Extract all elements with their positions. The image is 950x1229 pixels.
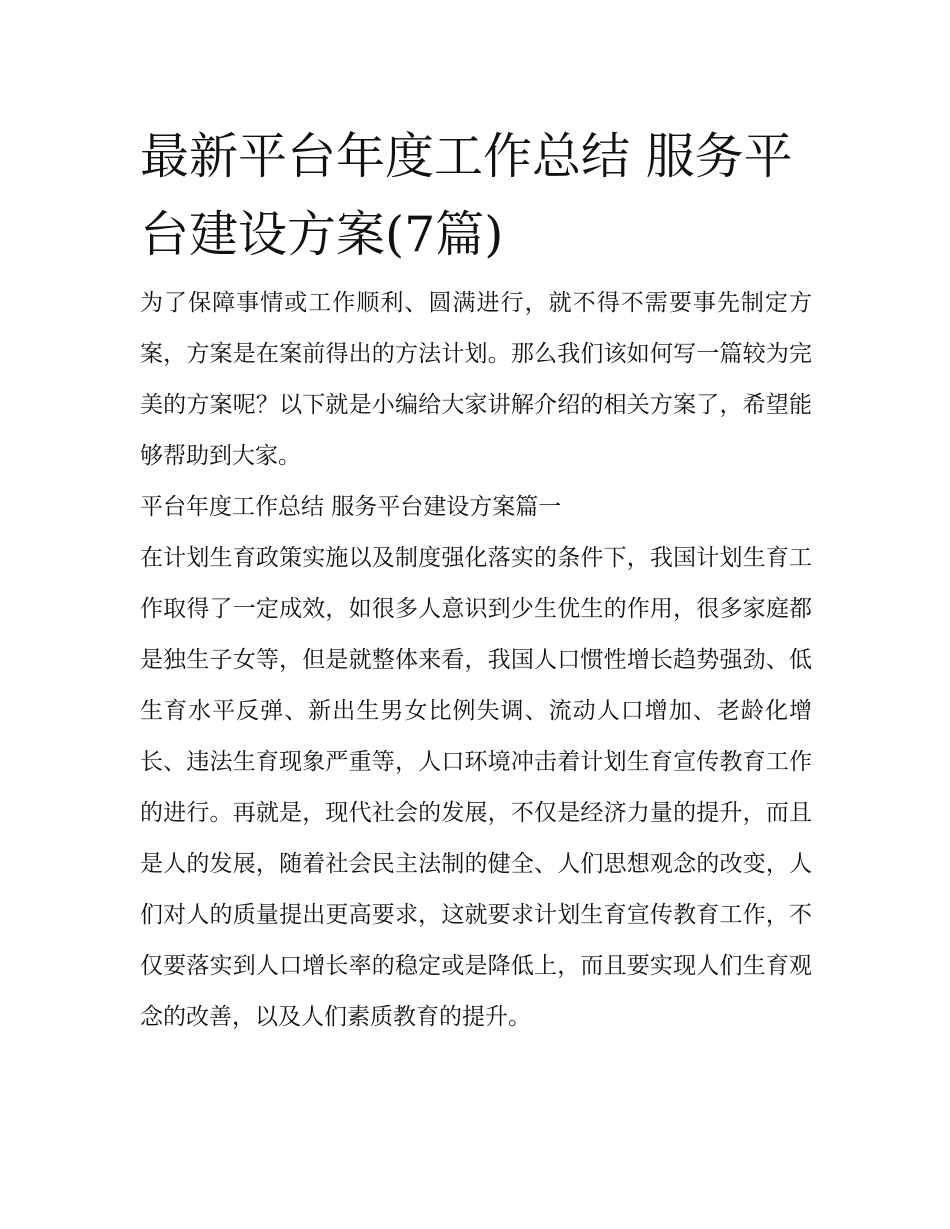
document-body bbox=[140, 278, 812, 1043]
intro-paragraph: 为了保障事情或工作顺利、圆满进行，就不得不需要事先制定方案，方案是在案前得出的方法计划。那么我们该如何写一篇较为完美的方案呢？以下就是小编给大家讲解介绍的相关方案了，希望能够帮助到大家。 bbox=[140, 290, 812, 469]
document-title: 最新平台年度工作总结 服务平台建设方案(7篇) bbox=[140, 128, 793, 263]
section-paragraph: 在计划生育政策实施以及制度强化落实的条件下，我国计划生育工作取得了一定成效，如很多人意识到少生优生的作用，很多家庭都是独生子女等，但是就整体来看，我国人口惯性增长趋势强劲、低生育水平反弹、新出生男女比例失调、流动人口增加、老龄化增长、违法生育现象严重等，人口环境冲击着计划生育宣传教育工作的进行。再就是，现代社会的发展，不仅是经济力量的提升，而且是人的发展，随着社会民主法制的健全、人们思想观念的改变，人们对人的质量提出更高要求，这就要求计划生育宣传教育工作，不仅要落实到人口增长率的稳定或是降低上，而且要实现人们生育观念的改善，以及人们素质教育的提升。 bbox=[140, 545, 812, 1030]
section-heading: 平台年度工作总结 服务平台建设方案篇一 bbox=[140, 494, 562, 520]
